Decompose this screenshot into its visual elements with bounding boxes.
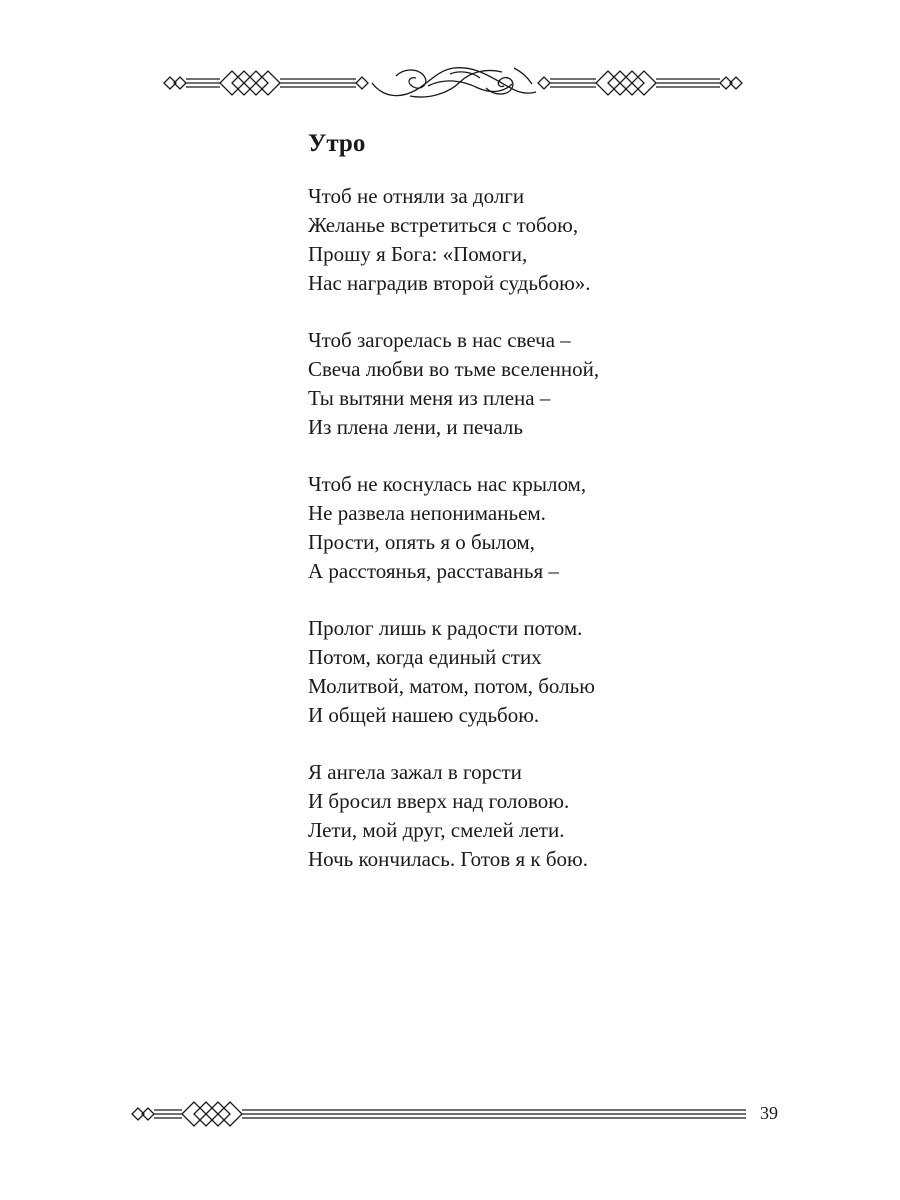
poem-line: И бросил вверх над головою. xyxy=(308,789,570,813)
poem-line: Из плена лени, и печаль xyxy=(308,415,523,439)
poem-line: Я ангела зажал в горсти xyxy=(308,760,522,784)
poem-line: Пролог лишь к радости потом. xyxy=(308,616,583,640)
poem-line: Потом, когда единый стих xyxy=(308,645,542,669)
stanza-5 xyxy=(308,758,748,874)
stanza-4 xyxy=(308,614,748,730)
poem-line: Ты вытяни меня из плена – xyxy=(308,386,551,410)
poem-line: А расстоянья, расставанья – xyxy=(308,559,559,583)
poem-line: Молитвой, матом, потом, болью xyxy=(308,674,595,698)
poem-title: Утро xyxy=(308,130,366,157)
poem-line: Прости, опять я о былом, xyxy=(308,530,535,554)
top-scroll-ornament-icon xyxy=(160,58,744,108)
poem-line: Чтоб загорелась в нас свеча – xyxy=(308,328,571,352)
bottom-knot-rule-ornament-icon xyxy=(128,1097,752,1131)
stanza-1 xyxy=(308,182,748,298)
poem-line: И общей нашею судьбою. xyxy=(308,703,540,727)
stanza-2 xyxy=(308,326,748,442)
poem-line: Чтоб не отняли за долги xyxy=(308,184,525,208)
poem-line: Чтоб не коснулась нас крылом, xyxy=(308,472,587,496)
poem-line: Не развела непониманьем. xyxy=(308,501,546,525)
poem-line: Желанье встретиться с тобою, xyxy=(308,213,579,237)
poem xyxy=(308,126,748,902)
poem-line: Нас наградив второй судьбою». xyxy=(308,271,591,295)
stanza-3 xyxy=(308,470,748,586)
poem-line: Прошу я Бога: «Помоги, xyxy=(308,242,528,266)
poem-line: Ночь кончилась. Готов я к бою. xyxy=(308,847,588,871)
poem-line: Свеча любви во тьме вселенной, xyxy=(308,357,600,381)
page-number: 39 xyxy=(760,1103,778,1123)
poem-line: Лети, мой друг, смелей лети. xyxy=(308,818,565,842)
